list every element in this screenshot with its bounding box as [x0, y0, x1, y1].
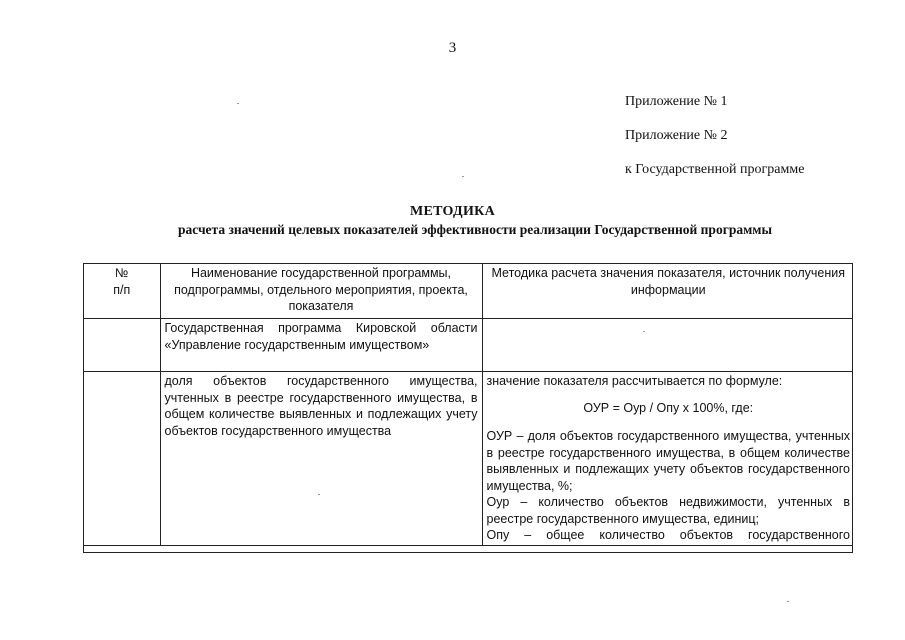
document-subtitle: расчета значений целевых показателей эффективности реализации Государственной программы	[177, 222, 773, 237]
row-2-num	[84, 372, 160, 546]
header-name: Наименование государственной программы, подпрограммы, отдельного мероприятия, проекта, показателя	[160, 264, 482, 319]
table-header-row	[84, 264, 853, 319]
appendix-line-3: к Государственной программе	[625, 162, 805, 177]
row-2-method	[482, 372, 853, 546]
page-number: 3	[448, 40, 457, 56]
method-intro: значение показателя рассчитывается по формуле:	[486, 374, 783, 388]
appendix-line-2: Приложение № 2	[625, 128, 728, 143]
row-1-method	[482, 319, 853, 372]
header-num	[84, 264, 160, 319]
appendix-line-1: Приложение № 1	[625, 94, 728, 109]
method-formula: ОУР = Оур / Опу х 100%, где:	[583, 400, 754, 415]
method-def-3: Опу – общее количество объектов государственного	[486, 528, 850, 542]
scan-speck	[462, 176, 464, 177]
scan-speck	[643, 331, 645, 332]
document-title: МЕТОДИКА	[409, 204, 496, 219]
methodology-table	[83, 263, 853, 553]
table-row	[84, 372, 853, 546]
header-method: Методика расчета значения показателя, источник получения информации	[482, 264, 853, 319]
row-1-name: Государственная программа Кировской области «Управление государственным имуществом»	[160, 319, 482, 372]
scan-speck	[237, 103, 239, 104]
method-def-2: Оур – количество объектов недвижимости, учтенных в реестре государственного имущества, единиц;	[486, 495, 850, 526]
row-1-num	[84, 319, 160, 372]
method-def-1: ОУР – доля объектов государственного имущества, учтенных в реестре государственного имущества, в общем количестве выявленных и подлежащих учету объектов государственного имущества, %;	[486, 429, 850, 493]
header-num-line1: №	[115, 266, 129, 280]
row-2-name: доля объектов государственного имущества, учтенных в реестре государственного имущества, в общем количестве выявленных и подлежащих учету объектов государственного имущества	[160, 372, 482, 546]
header-num-line2: п/п	[113, 282, 131, 297]
table-row	[84, 319, 853, 372]
scan-speck	[318, 494, 320, 495]
scan-speck	[787, 601, 789, 602]
